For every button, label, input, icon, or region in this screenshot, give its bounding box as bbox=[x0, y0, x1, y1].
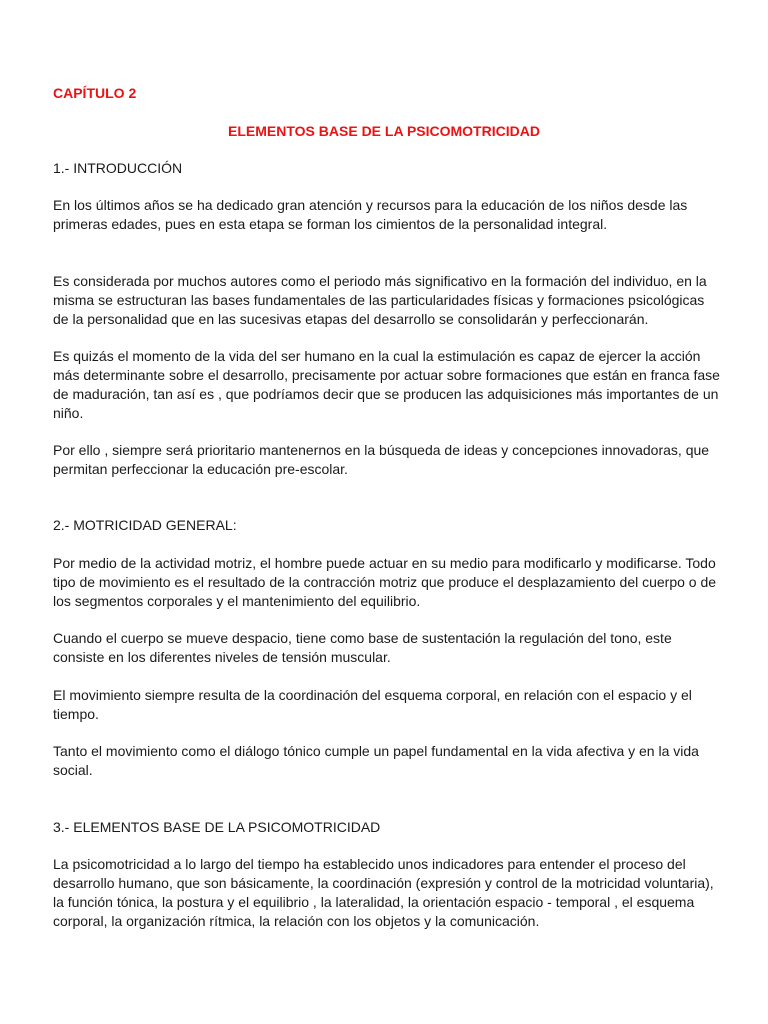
paragraph: Tanto el movimiento como el diálogo tónico cumple un papel fundamental en la vida afectiva y en la vida social. bbox=[53, 743, 699, 778]
paragraph: Es quizás el momento de la vida del ser humano en la cual la estimulación es capaz de ejercer la acción más determinante sobre el desarrollo, precisamente por actuar sobre formaciones que están en franca fase de maduración, tan así es , que podríamos decir que se producen las adquisiciones más importantes de un niño. bbox=[53, 348, 720, 421]
paragraph: Por ello , siempre será prioritario mantenernos en la búsqueda de ideas y concepciones innovadoras, que permitan perfeccionar la educación pre-escolar. bbox=[53, 442, 710, 477]
chapter-label: CAPÍTULO 2 bbox=[53, 85, 137, 101]
paragraph: La psicomotricidad a lo largo del tiempo ha establecido unos indicadores para entender el proceso del desarrollo humano, que son básicamente, la coordinación (expresión y control de la motricidad voluntaria), la función tónica, la postura y el equilibrio , la lateralidad, la orientación espacio - temporal , el esquema corporal, la organización rítmica, la relación con los objetos y la comunicación. bbox=[53, 856, 714, 929]
document-title: ELEMENTOS BASE DE LA PSICOMOTRICIDAD bbox=[228, 123, 540, 139]
paragraph: El movimiento siempre resulta de la coordinación del esquema corporal, en relación con el espacio y el tiempo. bbox=[53, 687, 692, 722]
paragraph: En los últimos años se ha dedicado gran atención y recursos para la educación de los niños desde las primeras edades, pues en esta etapa se forman los cimientos de la personalidad integral. bbox=[53, 197, 688, 232]
paragraph: Por medio de la actividad motriz, el hombre puede actuar en su medio para modificarlo y modificarse. Todo tipo de movimiento es el resultado de la contracción motriz que produce el desplazamiento del cuerpo o de los segmentos corporales y el mantenimiento del equilibrio. bbox=[53, 555, 717, 609]
section-heading-motricidad-general: 2.- MOTRICIDAD GENERAL: bbox=[53, 517, 237, 533]
section-heading-introduccion: 1.- INTRODUCCIÓN bbox=[53, 160, 183, 176]
section-heading-elementos-base: 3.- ELEMENTOS BASE DE LA PSICOMOTRICIDAD bbox=[53, 819, 381, 835]
paragraph: Es considerada por muchos autores como el periodo más significativo en la formación del individuo, en la misma se estructuran las bases fundamentales de las particularidades físicas y formaciones psicológicas de la personalidad que en las sucesivas etapas del desarrollo se consolidarán y perfeccionarán. bbox=[53, 273, 707, 327]
paragraph: Cuando el cuerpo se mueve despacio, tiene como base de sustentación la regulación del tono, este consiste en los diferentes niveles de tensión muscular. bbox=[53, 630, 672, 665]
